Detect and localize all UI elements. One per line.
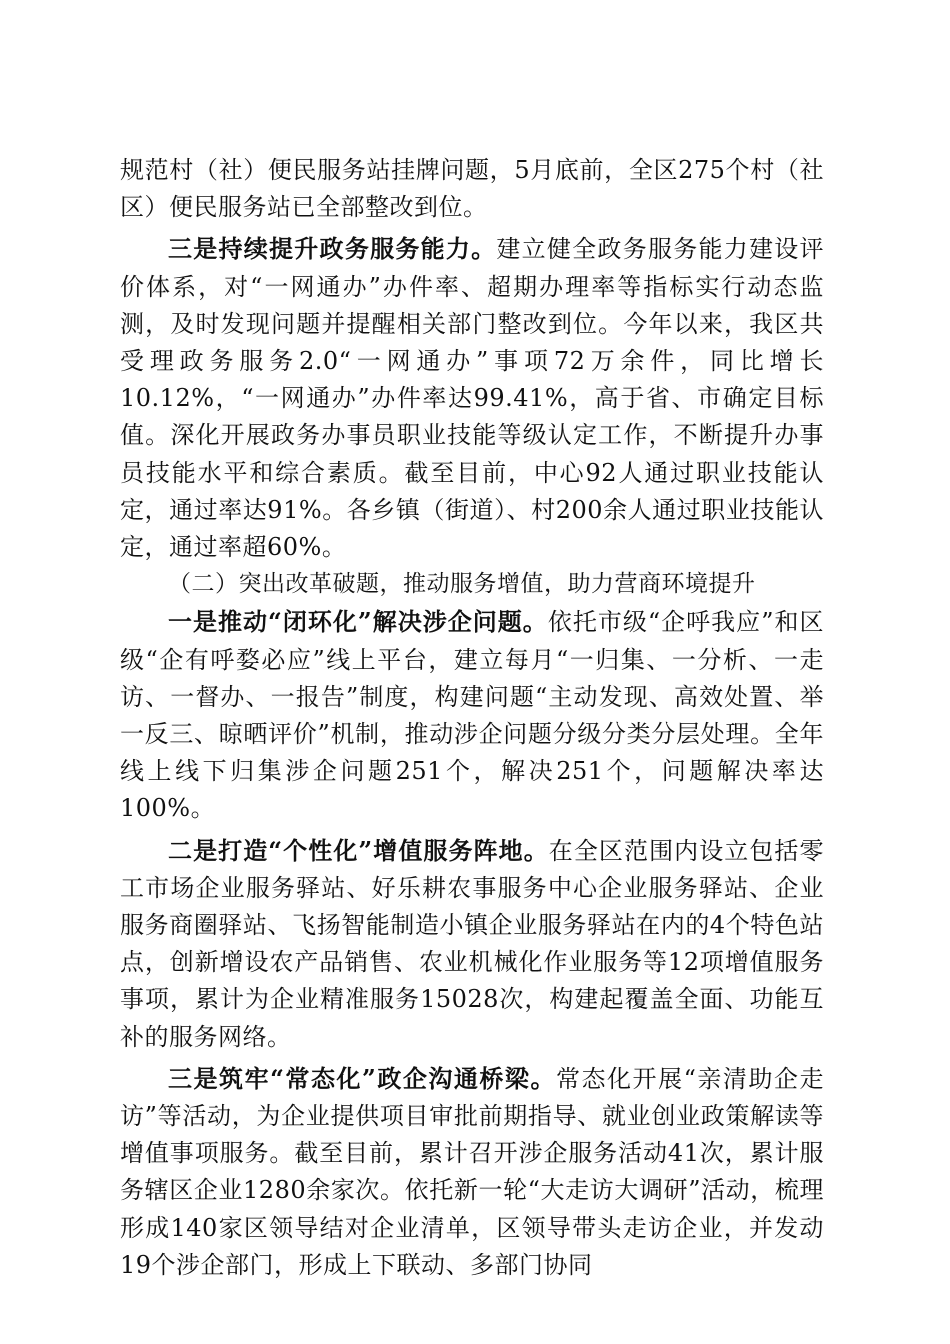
paragraph-text: 常态化开展“亲清助企走访”等活动，为企业提供项目审批前期指导、就业创业政策解读等增值事项服务。截至目前，累计召开涉企服务活动41次，累计服务辖区企业1280余家次。依托新一轮“大走访大调研”活动，梳理形成140家区领导结对企业清单，区领导带头走访企业，并发动19个涉企部门，形成上下联动、多部门协同 — [120, 1064, 824, 1279]
paragraph-lead: 三是持续提升政务服务能力。 — [168, 234, 497, 264]
paragraph-communication-bridge — [120, 1060, 824, 1284]
document-page — [120, 152, 824, 1284]
paragraph-personalized-service — [120, 832, 824, 1056]
paragraph-text: 建立健全政务服务能力建设评价体系，对“一网通办”办件率、超期办理率等指标实行动态监测，及时发现问题并提醒相关部门整改到位。今年以来，我区共受理政务服务2.0“一网通办”事项72万余件，同比增长10.12%，“一网通办”办件率达99.41%，高于省、市确定目标值。深化开展政务办事员职业技能等级认定工作，不断提升办事员技能水平和综合素质。截至目前，中心92人通过职业技能认定，通过率达91%。各乡镇（街道）、村200余人通过职业技能认定，通过率超60%。 — [120, 235, 825, 562]
paragraph-closed-loop — [120, 603, 824, 827]
section-heading: （二）突出改革破题，推动服务增值，助力营商环境提升 — [168, 571, 756, 598]
paragraph-text: 在全区范围内设立包括零工市场企业服务驿站、好乐耕农事服务中心企业服务驿站、企业服务商圈驿站、飞扬智能制造小镇企业服务驿站在内的4个特色站点，创新增设农产品销售、农业机械化作业服务等12项增值服务事项，累计为企业精准服务15028次，构建起覆盖全面、功能互补的服务网络。 — [120, 836, 825, 1051]
paragraph-continuation — [120, 152, 824, 226]
paragraph-text: 规范村（社）便民服务站挂牌问题，5月底前，全区275个村（社区）便民服务站已全部整改到位。 — [120, 156, 824, 222]
paragraph-lead: 一是推动“闭环化”解决涉企问题。 — [168, 607, 548, 637]
paragraph-service-capability — [120, 230, 824, 566]
paragraph-text: 依托市级“企呼我应”和区级“企有呼婺必应”线上平台，建立每月“一归集、一分析、一走访、一督办、一报告”制度，构建问题“主动发现、高效处置、举一反三、晾晒评价”机制，推动涉企问题分级分类分层处理。全年线上线下归集涉企问题251个，解决251个，问题解决率达100%。 — [120, 608, 824, 823]
paragraph-lead: 三是筑牢“常态化”政企沟通桥梁。 — [168, 1063, 556, 1093]
paragraph-lead: 二是打造“个性化”增值服务阵地。 — [168, 835, 549, 865]
